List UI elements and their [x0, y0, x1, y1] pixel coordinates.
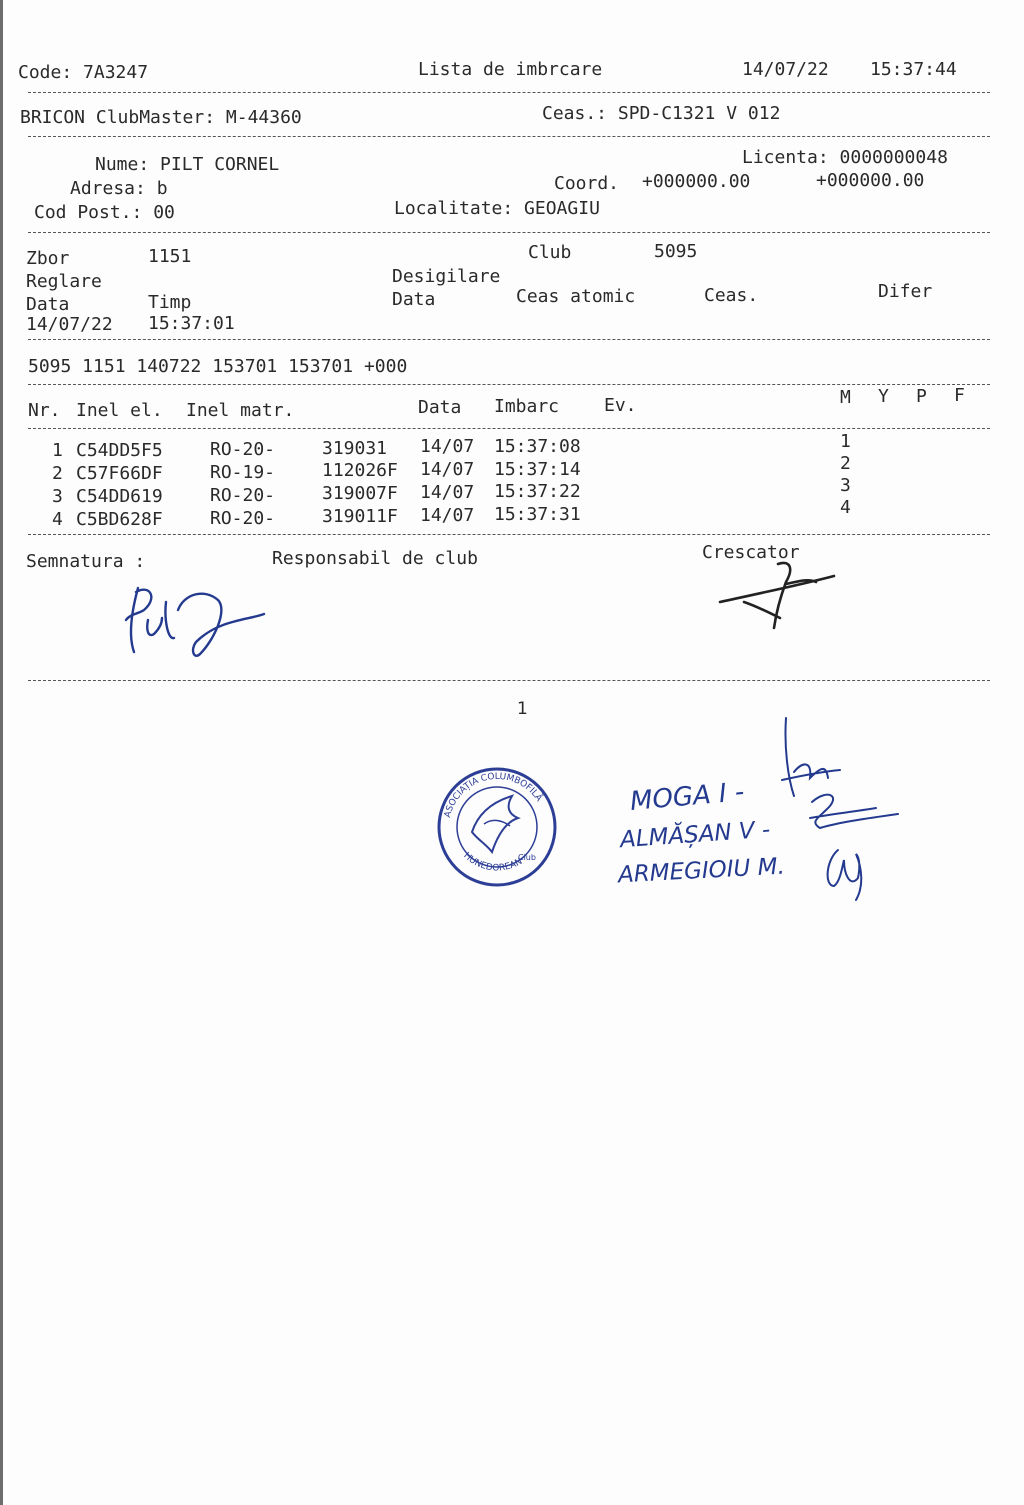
row-m: 4 — [840, 497, 851, 518]
col-y: Y — [878, 386, 889, 407]
club-number: 5095 — [654, 241, 698, 262]
page-edge — [0, 0, 3, 1505]
club-label: Club — [528, 242, 572, 263]
reglare-data-label: Data — [26, 294, 70, 315]
committee-signatures — [780, 718, 900, 908]
col-inel-matr: Inel matr. — [186, 400, 295, 421]
stamp-text-bottom: HUNEDOREAN — [461, 850, 525, 874]
col-p: P — [916, 386, 927, 407]
coord-y: +000000.00 — [816, 170, 925, 191]
row-prefix: RO-20- — [210, 439, 276, 460]
row-matr: 319007F — [322, 483, 398, 504]
row-imbarc: 15:37:22 — [494, 481, 581, 502]
row-inel-el: C57F66DF — [76, 463, 163, 484]
row-inel-el: C54DD619 — [76, 486, 163, 507]
divider — [28, 339, 990, 340]
difference-label: Difer — [878, 281, 933, 302]
handwritten-name-2: ALMĂȘAN V - — [619, 816, 772, 854]
col-data: Data — [418, 397, 462, 418]
header-date: 14/07/22 — [742, 59, 829, 80]
row-inel-el: C54DD5F5 — [76, 440, 163, 461]
owner-postal-code: Cod Post.: 00 — [34, 202, 175, 223]
reglare-label: Reglare — [26, 271, 102, 292]
col-f: F — [954, 385, 965, 406]
document-title: Lista de imbrcare — [418, 59, 603, 80]
row-nr: 2 — [52, 463, 63, 484]
row-matr: 112026F — [322, 460, 398, 481]
reglare-time: 15:37:01 — [148, 313, 235, 334]
row-prefix: RO-19- — [210, 462, 276, 483]
clock-label: Ceas.: SPD-C1321 V 012 — [542, 103, 781, 124]
divider — [28, 136, 990, 137]
row-m: 1 — [840, 431, 851, 452]
club-responsible-label: Responsabil de club — [272, 548, 478, 569]
col-ev: Ev. — [604, 395, 637, 416]
clock-column-label: Ceas. — [704, 285, 759, 306]
divider — [28, 92, 990, 93]
license-number: Licenta: 0000000048 — [742, 147, 948, 168]
breeder-signature — [716, 558, 856, 638]
coord-x: +000000.00 — [642, 171, 751, 192]
responsible-signature — [118, 580, 278, 670]
owner-name: Nume: PILT CORNEL — [95, 154, 280, 175]
divider — [28, 534, 990, 535]
col-m: M — [840, 387, 851, 408]
row-m: 2 — [840, 453, 851, 474]
stamp-club: Club — [518, 853, 536, 862]
row-data: 14/07 — [420, 436, 475, 457]
divider — [28, 384, 990, 385]
summary-code-line: 5095 1151 140722 153701 153701 +000 — [28, 356, 408, 377]
row-prefix: RO-20- — [210, 485, 276, 506]
row-data: 14/07 — [420, 459, 475, 480]
atomic-clock-label: Ceas atomic — [516, 286, 636, 307]
club-stamp — [432, 762, 562, 892]
handwritten-name-1: MOGA I - — [628, 777, 746, 817]
row-imbarc: 15:37:31 — [494, 504, 581, 525]
col-inel-el: Inel el. — [76, 400, 163, 421]
code-label: Code: 7A3247 — [18, 62, 149, 83]
header-time: 15:37:44 — [870, 59, 957, 80]
page-number: 1 — [517, 699, 528, 719]
reglare-time-label: Timp — [148, 292, 192, 313]
row-nr: 3 — [52, 486, 63, 507]
row-nr: 1 — [52, 440, 63, 461]
desigilare-label: Desigilare — [392, 266, 501, 287]
stamp-text-top: ASOCIAȚIA COLUMBOFILĂ — [442, 771, 544, 819]
divider — [28, 232, 990, 233]
row-imbarc: 15:37:14 — [494, 459, 581, 480]
row-inel-el: C5BD628F — [76, 509, 163, 530]
signature-label: Semnatura : — [26, 551, 146, 572]
owner-address: Adresa: b — [70, 178, 168, 199]
row-matr: 319011F — [322, 506, 398, 527]
row-data: 14/07 — [420, 505, 475, 526]
divider — [28, 680, 990, 681]
locality: Localitate: GEOAGIU — [394, 198, 600, 219]
row-matr: 319031 — [322, 438, 388, 459]
col-imbarc: Imbarc — [494, 396, 560, 417]
row-data: 14/07 — [420, 482, 475, 503]
row-prefix: RO-20- — [210, 508, 276, 529]
reglare-date: 14/07/22 — [26, 314, 113, 335]
col-nr: Nr. — [28, 400, 61, 421]
coord-label: Coord. — [554, 173, 620, 194]
clubmaster-label: BRICON ClubMaster: M-44360 — [20, 107, 302, 128]
desig-data-label: Data — [392, 289, 436, 310]
divider — [28, 428, 990, 429]
row-imbarc: 15:37:08 — [494, 436, 581, 457]
row-m: 3 — [840, 475, 851, 496]
handwritten-name-3: ARMEGIOIU M. — [617, 853, 786, 889]
flight-label: Zbor — [26, 248, 70, 269]
row-nr: 4 — [52, 509, 63, 530]
flight-number: 1151 — [148, 246, 192, 267]
breeder-label: Crescator — [702, 542, 800, 563]
